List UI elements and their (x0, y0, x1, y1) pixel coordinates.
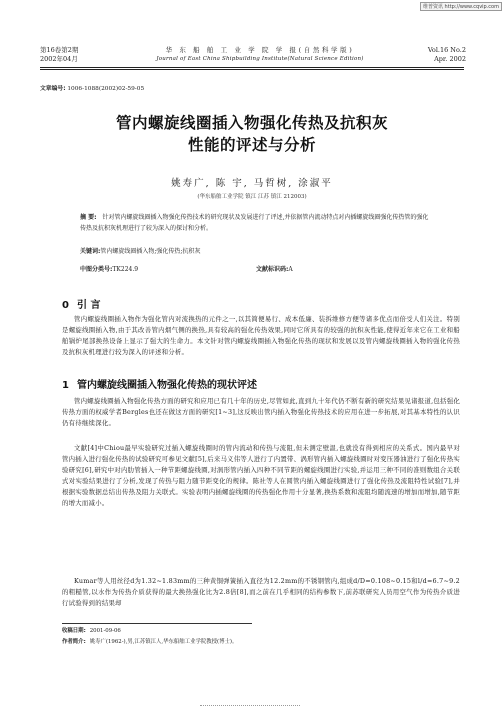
article-number (40, 83, 144, 92)
journal-name-en: Journal of East China Shipbuilding Institute(Natural Science Edition) (156, 56, 364, 62)
title-line-1: 管内螺旋线圈插入物强化传热及抗积灰 (115, 114, 388, 132)
clc-number (80, 264, 138, 273)
bottom-mark (200, 705, 300, 706)
title-line-2: 性能的评述与分析 (187, 136, 316, 154)
date-cn: 2002年04月 (40, 55, 78, 63)
paper-title (40, 112, 464, 156)
section-heading-review (62, 376, 257, 391)
section-title: 引 言 (76, 300, 101, 311)
affiliation: (华东船舶工业学院 镇江 江苏 镇江 212003) (197, 194, 307, 200)
article-number-label: 文章编号: (40, 86, 66, 92)
volume-cn: 第16卷第2期 (40, 46, 79, 54)
paragraph-literature: 文献[4]中Chiou最早实验研究过插入螺旋线圈时的管内流动和传热与流阻,但未测定壁温,也就没有得到相应的关系式。国内最早对管内插入进行强化传热的试验研究可参见文献[5],后来马义伟等人进行了内置带、涡形管内插入螺旋线圈时对变压器油进行了强化传热实验研究[6],研究中对内肋管插入一种节距螺旋线圈,对涡形管内插入四种不同节距的螺旋线圈进行实验,并运用三种不同的准则数组合关联式对实验结果进行了分析,发现了传热与阻力随节距变化的规律。陈社等人在圆管内插入螺旋线圈进行了强化传热及流阻特性试验[7],并根据实验数据总结出传热及阻力关联式。实验表明内插螺旋线圈的传热强化作用十分显著,换热系数和流阻均随流速的增加而增加,随节距的增大而减小。 (62, 444, 460, 507)
keywords-label: 关键词: (80, 248, 101, 255)
keywords-text: 管内螺旋线圈插入物;强化传热;抗积灰 (100, 248, 201, 255)
volume-en: Vol.16 No.2 (427, 46, 466, 54)
abstract-text: 针对管内螺旋线圈插入物强化传热技术的研究现状及发展进行了评述,并依据管内流动特点对内插螺旋线圈强化传热管的强化传热及抗积灰机理进行了较为深入的探讨和分析。 (80, 214, 429, 232)
section-heading-intro (62, 296, 100, 311)
clc-label: 中图分类号: (80, 266, 113, 273)
document-code-value: A (288, 266, 293, 273)
abstract-label: 摘 要: (80, 214, 97, 221)
paragraph-intro: 管内螺旋线圈插入物作为强化管内对流换热的元件之一,以其简便易行、成本低廉、装拆维修方便等诸多优点而倍受人们关注。特别是螺旋线圈插入物,由于其改善管内烟气侧的换热,具有较高的强化传热效果,同时它所具有的较强的抗积灰性能,使得近年来它在工业和船舶锅炉尾部换热设备上显示了强大的生命力。本文针对管内螺旋线圈插入物强化传热的现状和发展以及管内螺旋线圈插入物的强化传热及抗积灰机理进行较为深入的评述和分析。 (62, 315, 460, 356)
footnote-text: 2001-09-06 (89, 628, 121, 634)
watermark: 维普资讯 http://www.cqvip.com (420, 2, 502, 11)
keywords (80, 246, 430, 255)
header-right (428, 46, 466, 64)
header-rule-thin (40, 69, 464, 70)
header-rule (40, 67, 464, 68)
footnote-label: 作者简介: (62, 639, 86, 645)
date-en: Apr. 2002 (434, 55, 466, 63)
footnote-rule (62, 623, 252, 624)
journal-name-cn: 华 东 船 舶 工 业 学 院 学 报(自然科学版) (165, 46, 355, 54)
footnote-text: 姚寿广(1962-),男,江苏镇江人,华东船舶工业学院教授(博士)。 (89, 639, 238, 645)
header-journal (150, 46, 370, 64)
footnote-received (62, 626, 121, 636)
document-code-label: 文献标识码: (256, 266, 289, 273)
footnote-label: 收稿日期: (62, 628, 86, 634)
header-left (40, 46, 78, 64)
section-title: 管内螺旋线圈插入物强化传热的现状评述 (76, 380, 257, 391)
section-number: 1 (62, 380, 69, 391)
abstract (80, 212, 430, 234)
paragraph-kumar: Kumar等人用丝径d为1.32~1.83mm的三种黄铜弹簧插入直径为12.2mm的不锈钢管内,组成d/D=0.108~0.15和l/d=6.7~9.2的粗糙管,以水作为传热介质获得的最大换热强化比为2.8倍[8],而之前在几乎相同的结构参数下,前苏联研究人员用空气作为传热介质进行试验得到的结果却 (62, 577, 460, 607)
paragraph-history: 管内螺旋线圈插入物强化传热方面的研究和应用已有几十年的历史,尽管如此,直到九十年代仍不断有新的研究结果见诸报道,包括强化传热方面的权威学者Bergles也还在做这方面的研究[1~3],这反映出管内插入物强化传热技术的应用在进一步拓展,对其基本特性的认识仍有待继续深化。 (62, 397, 460, 427)
clc-value: TK224.9 (112, 266, 139, 273)
authors: 姚寿广, 陈 宇, 马哲树, 涂淑平 (171, 178, 333, 189)
document-code (256, 264, 293, 273)
article-number-value: 1006-1088(2002)02-59-05 (67, 86, 145, 92)
section-number: 0 (62, 300, 69, 311)
footnote-author (62, 637, 237, 647)
